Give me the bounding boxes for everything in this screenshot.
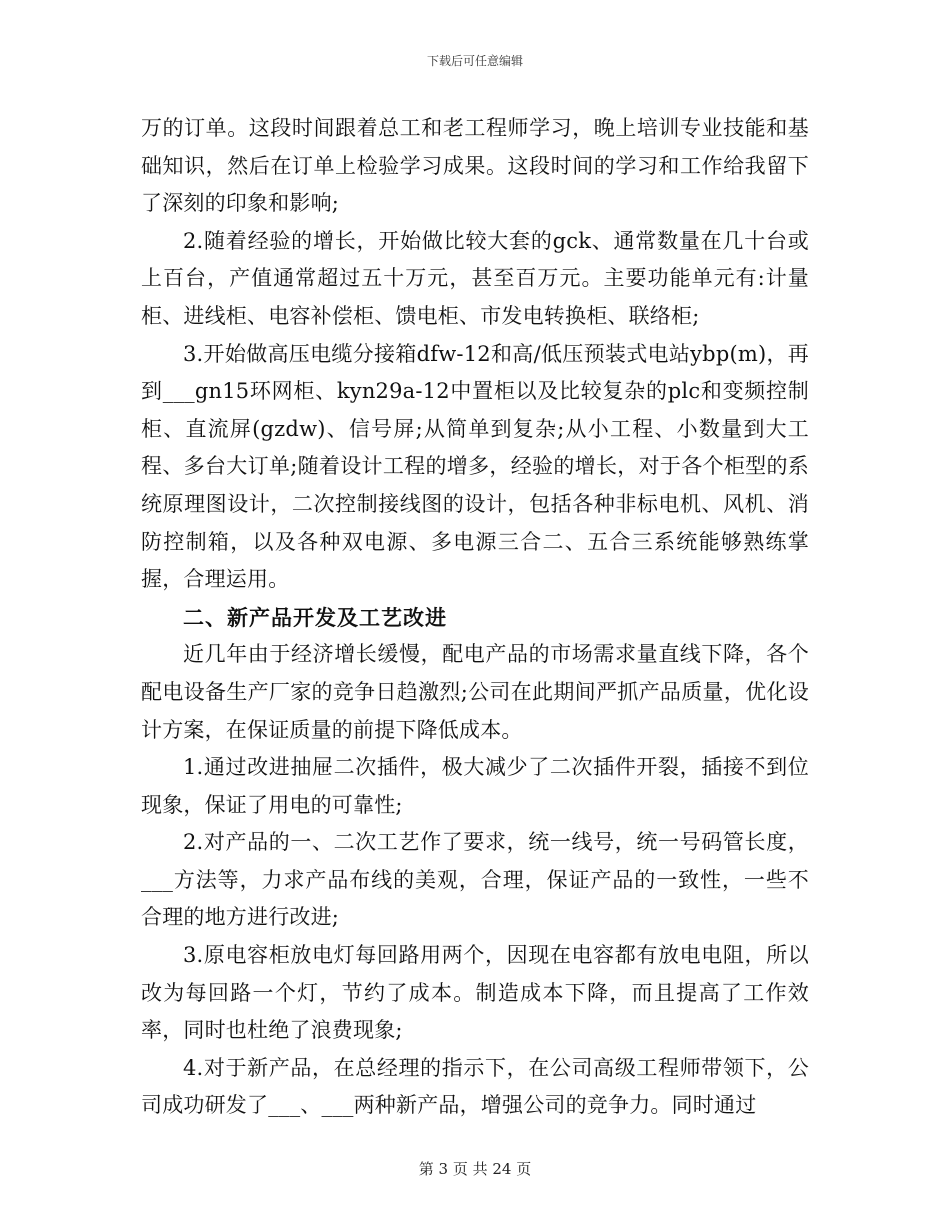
section-item-1: 1.通过改进抽屉二次插件，极大减少了二次插件开裂，插接不到位现象，保证了用电的可靠性;	[141, 755, 809, 817]
page-footer: 第 3 页 共 24 页	[418, 1160, 532, 1178]
section-item-2: 2.对产品的一、二次工艺作了要求，统一线号，统一号码管长度，___方法等，力求产品布线的美观，合理，保证产品的一致性，一些不合理的地方进行改进;	[141, 830, 809, 930]
section-intro-paragraph: 近几年由于经济增长缓慢，配电产品的市场需求量直线下降，各个配电设备生产厂家的竞争日趋激烈;公司在此期间严抓产品质量，优化设计方案，在保证质量的前提下降低成本。	[141, 642, 809, 742]
section-heading: 二、新产品开发及工艺改进	[183, 604, 447, 630]
paragraph-item-2: 2.随着经验的增长，开始做比较大套的gck、通常数量在几十台或上百台，产值通常超过五十万元，甚至百万元。主要功能单元有:计量柜、进线柜、电容补偿柜、馈电柜、市发电转换柜、联络柜;	[141, 228, 809, 328]
document-body	[141, 110, 809, 1125]
page-header: 下载后可任意编辑	[426, 54, 523, 68]
paragraph-item-3: 3.开始做高压电缆分接箱dfw-12和高/低压预装式电站ybp(m)，再到___gn15环网柜、kyn29a-12中置柜以及比较复杂的plc和变频控制柜、直流屏(gzdw)、信号屏;从简单到复杂;从小工程、小数量到大工程、多台大订单;随着设计工程的增多，经验的增长，对于各个柜型的系统原理图设计，二次控制接线图的设计，包括各种非标电机、风机、消防控制箱，以及各种双电源、多电源三合二、五合三系统能够熟练掌握，合理运用。	[141, 341, 809, 592]
section-item-4: 4.对于新产品，在总经理的指示下，在公司高级工程师带领下，公司成功研发了___、___两种新产品，增强公司的竞争力。同时通过	[141, 1055, 809, 1118]
paragraph-continued: 万的订单。这段时间跟着总工和老工程师学习，晚上培训专业技能和基础知识，然后在订单上检验学习成果。这段时间的学习和工作给我留下了深刻的印象和影响;	[141, 116, 809, 216]
section-item-3: 3.原电容柜放电灯每回路用两个，因现在电容都有放电电阻，所以改为每回路一个灯，节约了成本。制造成本下降，而且提高了工作效率，同时也杜绝了浪费现象;	[141, 943, 809, 1043]
